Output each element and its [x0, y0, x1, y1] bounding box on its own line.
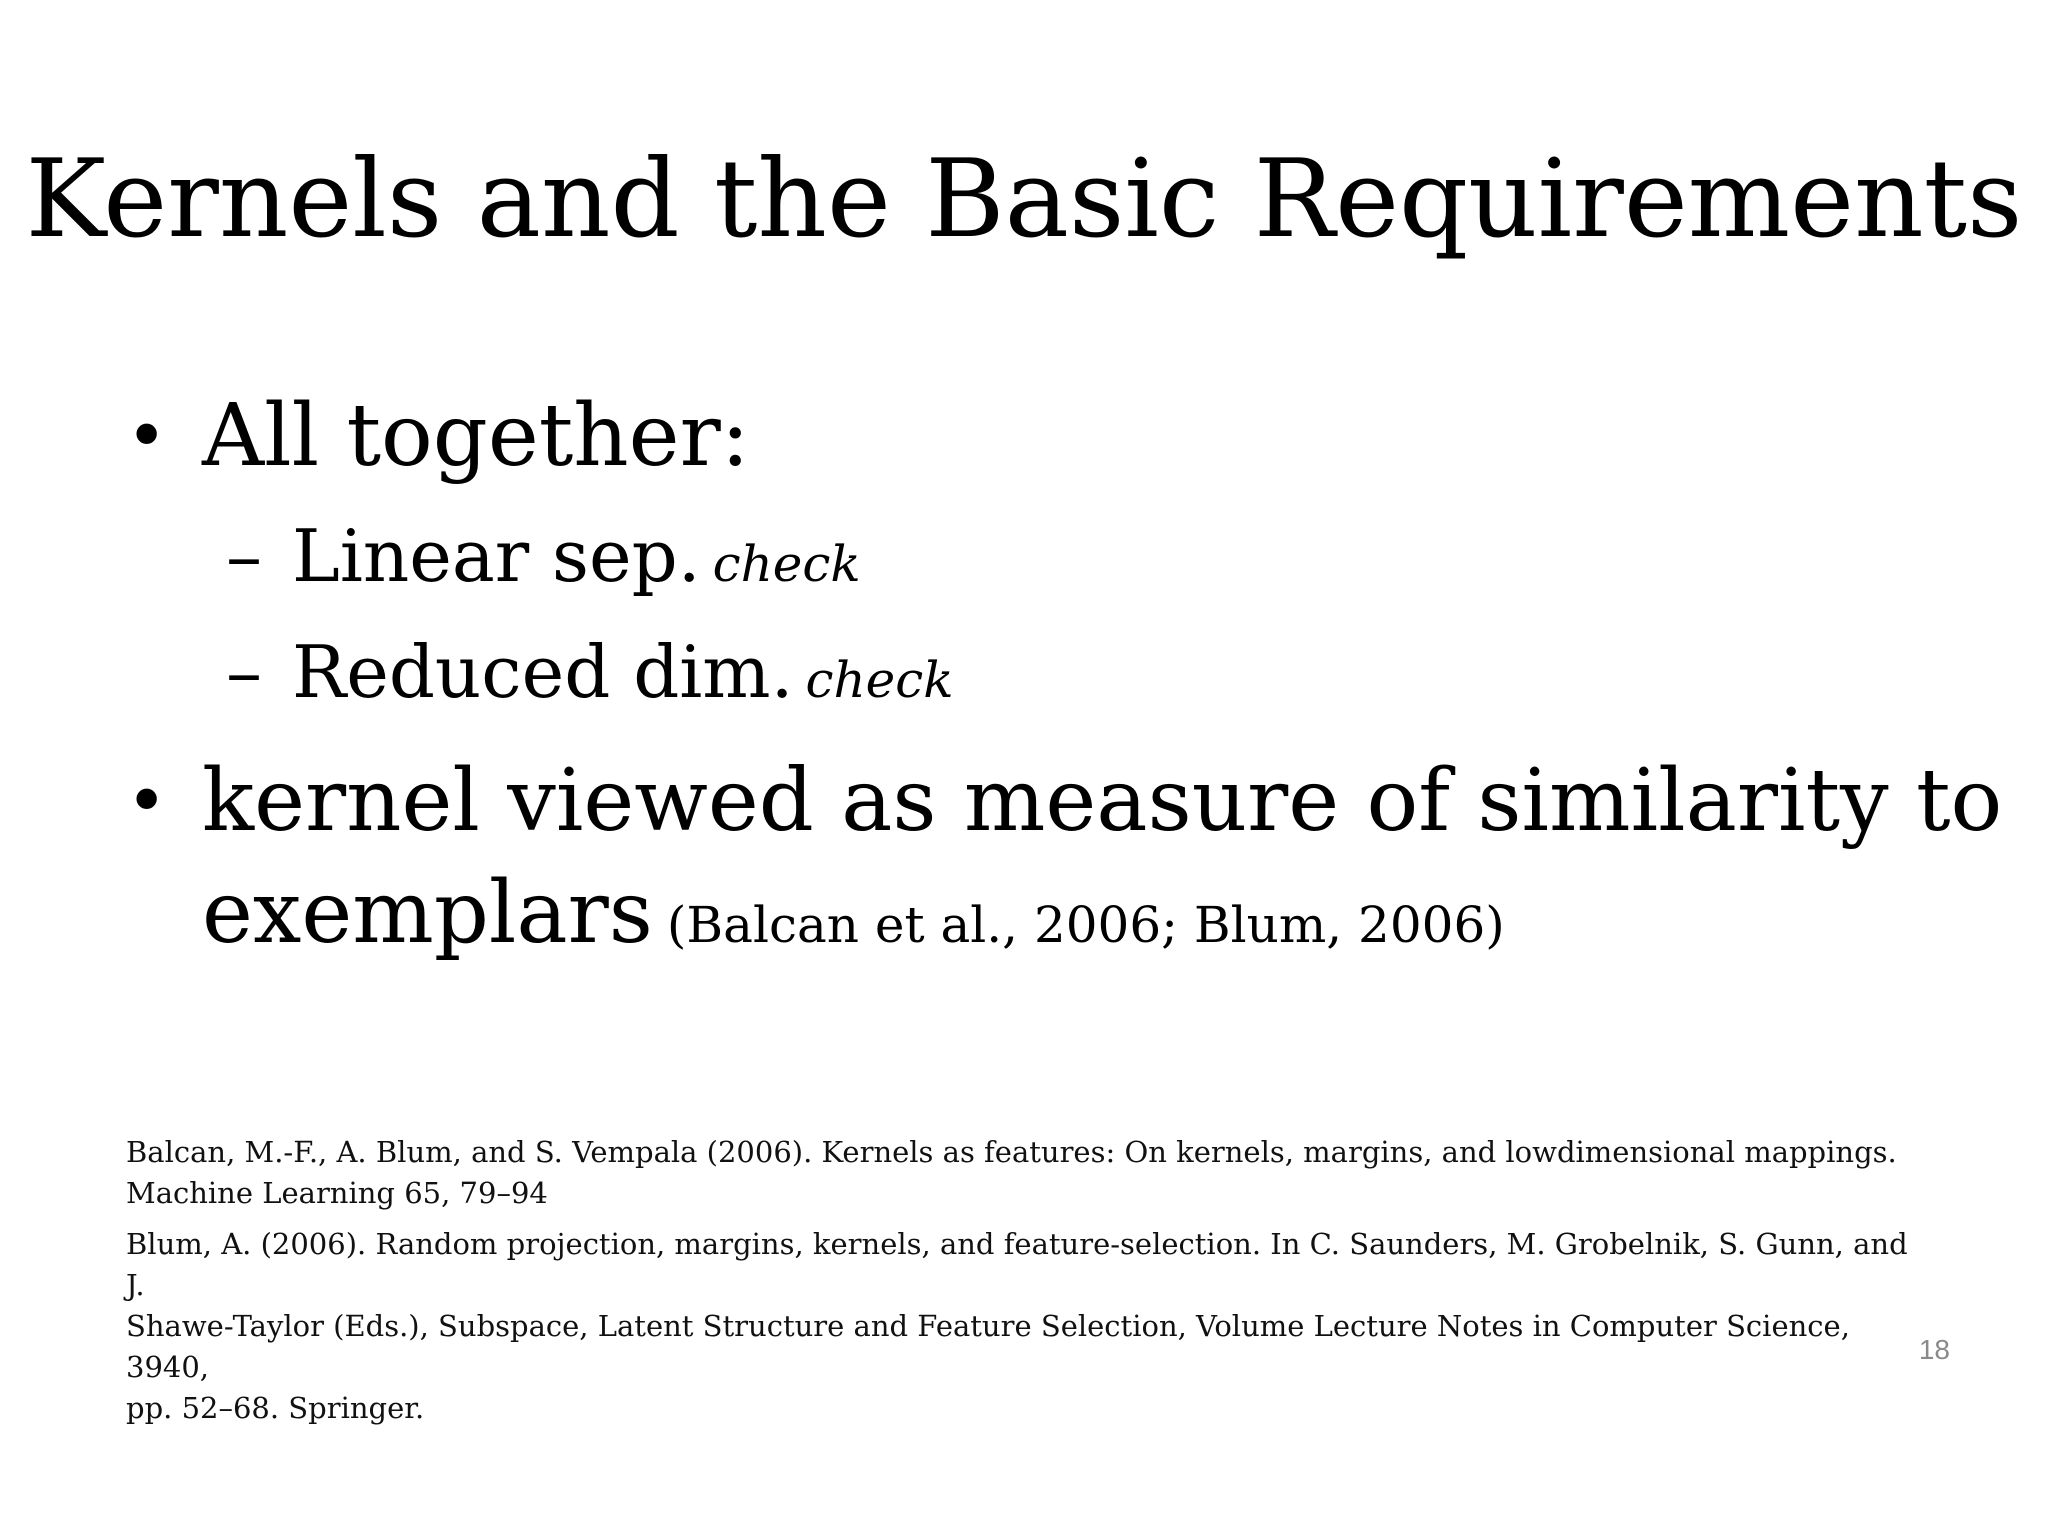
subitem-text: Reduced dim. — [292, 630, 794, 714]
bullet-marker: • — [126, 395, 168, 477]
subitem-text: Linear sep. — [292, 514, 701, 598]
references — [126, 1132, 1926, 1439]
reference-line: Machine Learning 65, 79–94 — [126, 1176, 548, 1210]
page-number: 18 — [1918, 1334, 1950, 1365]
reference-line: pp. 52–68. Springer. — [126, 1391, 425, 1425]
bullet-text: All together: — [202, 386, 750, 486]
bullet-text-line2-wrap — [202, 857, 1505, 981]
reference-balcan — [126, 1132, 1926, 1214]
bullet-text-line2: exemplars — [202, 863, 653, 963]
slide-title: Kernels and the Basic Requirements — [25, 137, 2023, 262]
bullet-text-line1: kernel viewed as measure of similarity to — [202, 751, 2003, 851]
bullet-marker: • — [126, 760, 168, 842]
reference-line: Balcan, M.-F., A. Blum, and S. Vempala (2006). Kernels as features: On kernels, margins, and lowdimensional mappings. — [126, 1135, 1897, 1169]
subitem-reduced-dim — [226, 624, 954, 728]
subitem-note: check — [805, 651, 954, 709]
subitem-note: check — [712, 535, 861, 593]
reference-line: Blum, A. (2006). Random projection, margins, kernels, and feature-selection. In C. Saunders, M. Grobelnik, S. Gunn, and J. — [126, 1227, 1908, 1302]
reference-blum — [126, 1224, 1926, 1429]
subitem-linear-sep — [226, 508, 861, 612]
reference-line: Shawe-Taylor (Eds.), Subspace, Latent Structure and Feature Selection, Volume Lecture Notes in Computer Science, 3940, — [126, 1309, 1850, 1384]
dash-marker: – — [226, 630, 262, 714]
dash-marker: – — [226, 514, 262, 598]
citation: (Balcan et al., 2006; Blum, 2006) — [666, 896, 1505, 954]
